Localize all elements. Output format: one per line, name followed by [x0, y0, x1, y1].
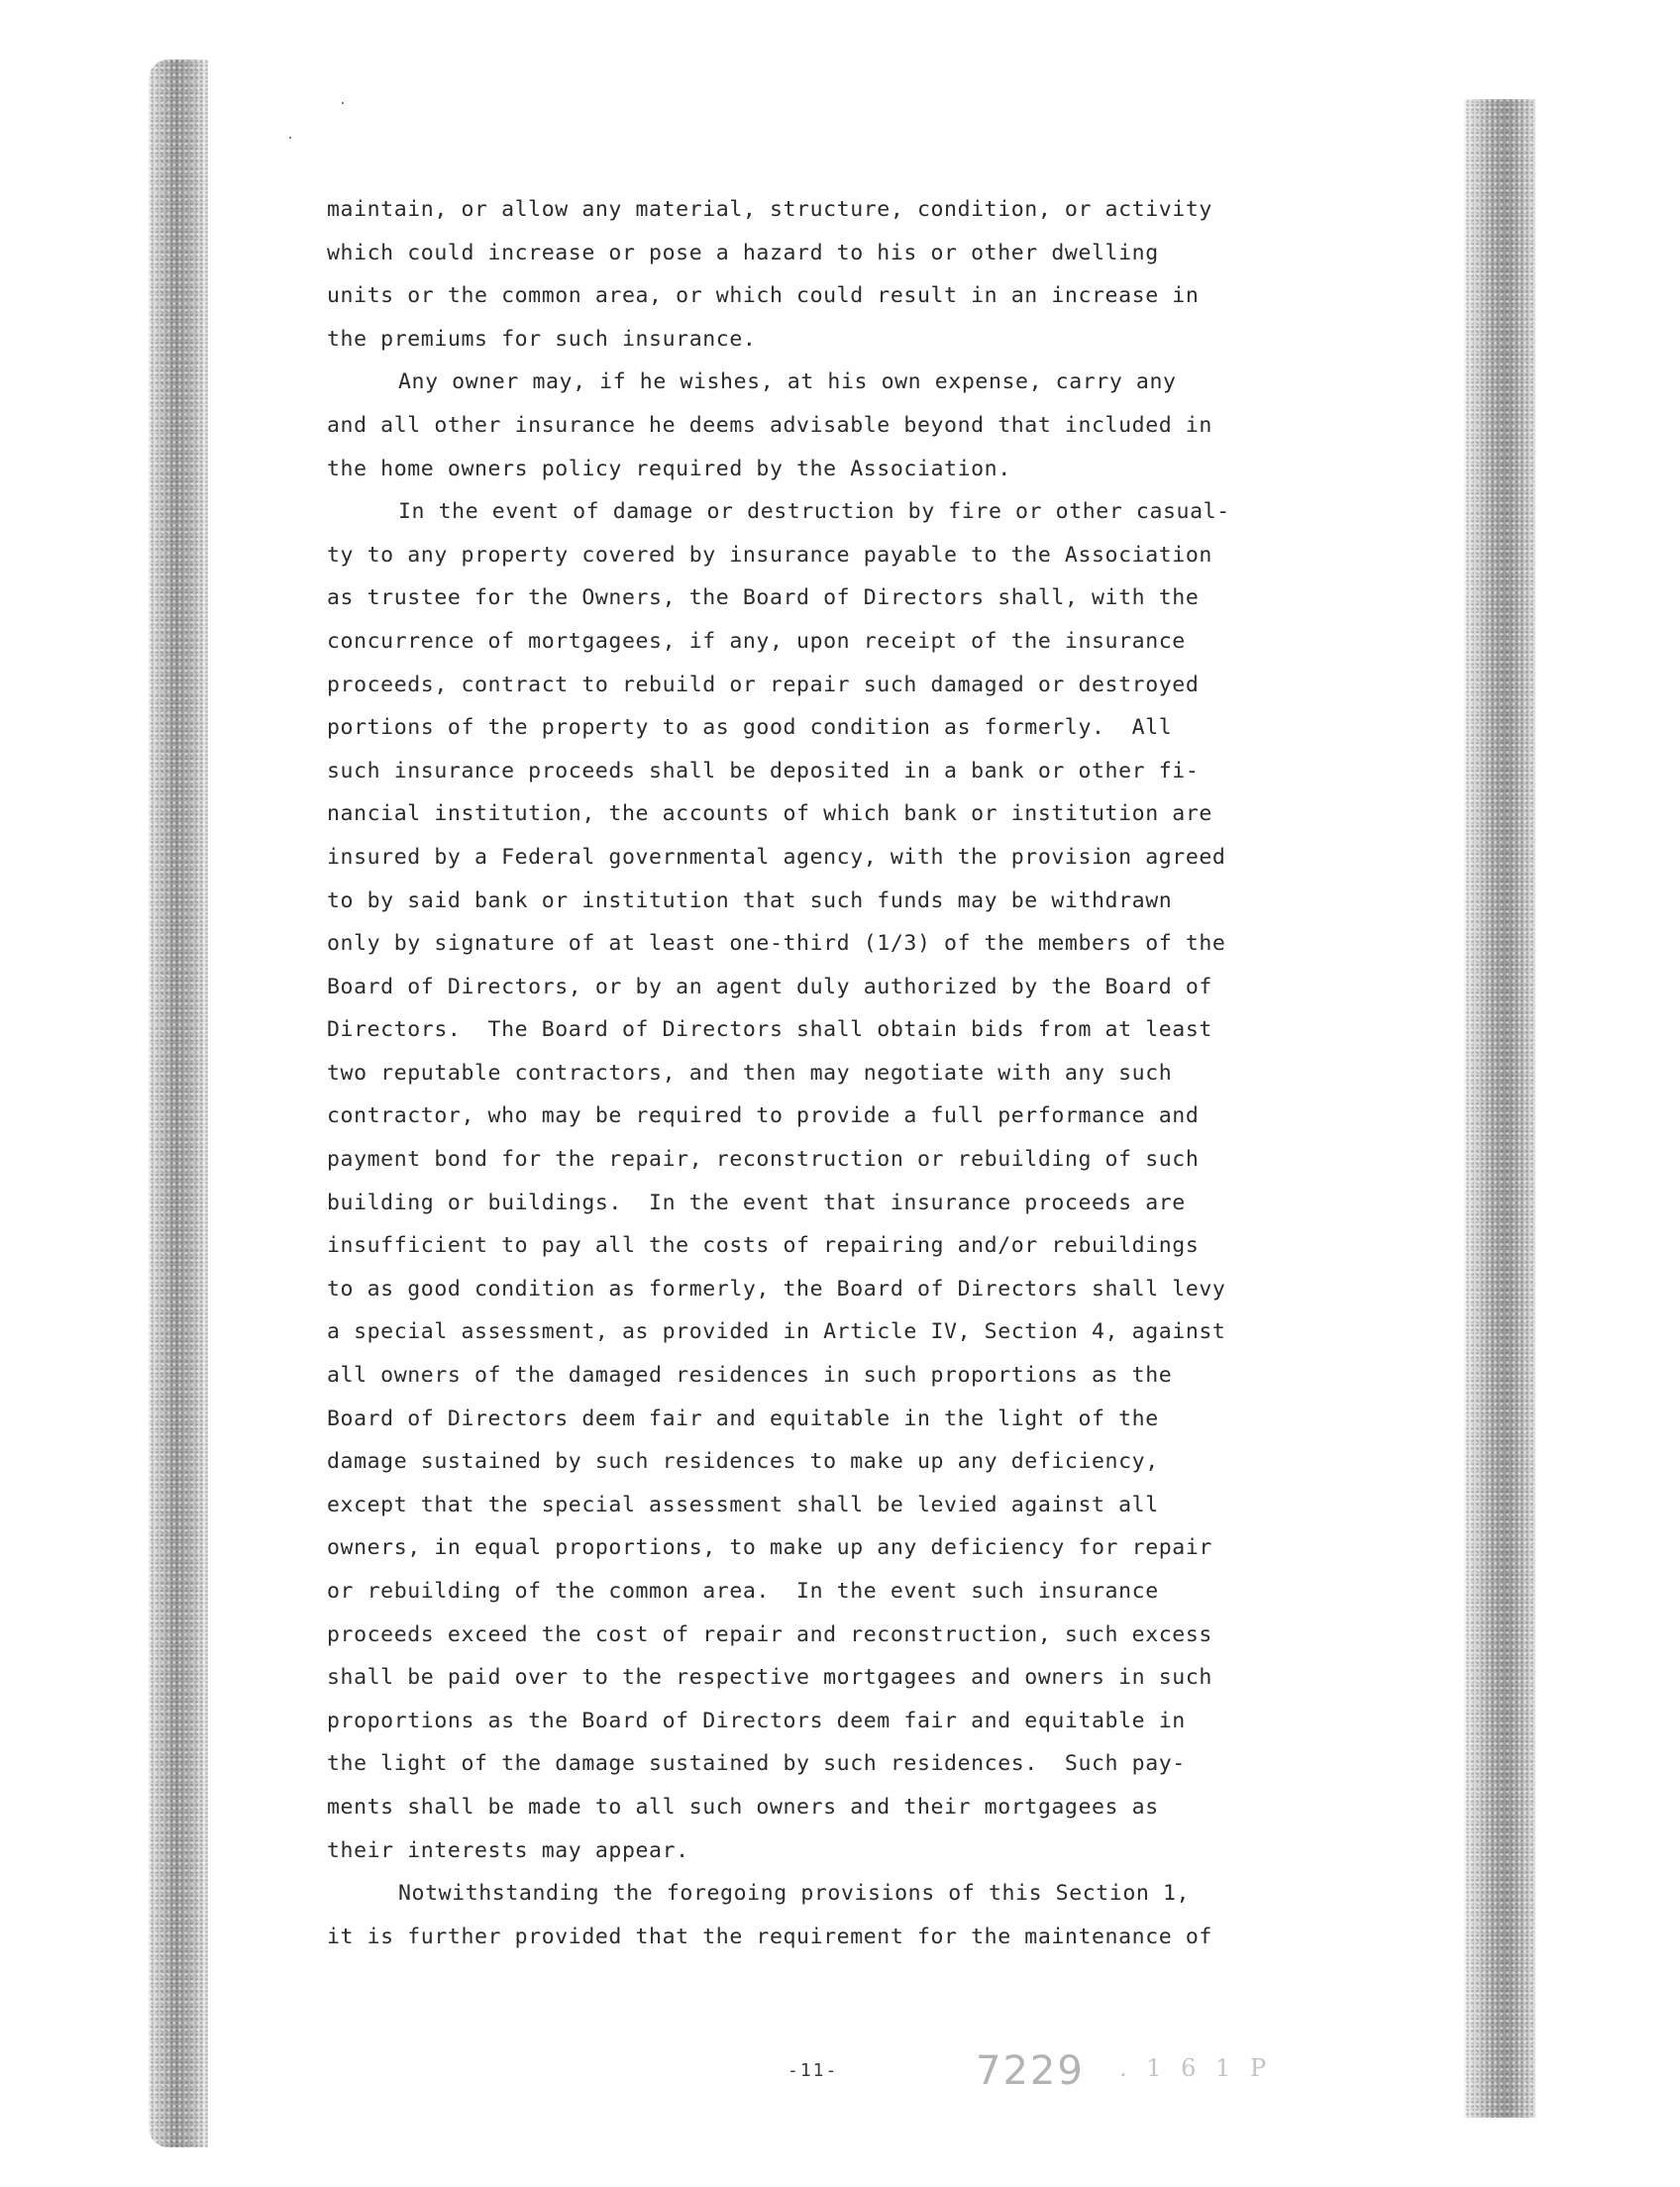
- text-line: which could increase or pose a hazard to his or other dwelling: [327, 240, 1159, 265]
- page-number: -11-: [788, 2060, 839, 2081]
- text-line: Directors. The Board of Directors shall obtain bids from at least: [327, 1017, 1212, 1043]
- text-line: payment bond for the repair, reconstruction or rebuilding of such: [327, 1147, 1200, 1173]
- text-line: units or the common area, or which could result in an increase in: [327, 283, 1200, 309]
- text-line: it is further provided that the requirement for the maintenance of: [327, 1924, 1212, 1949]
- text-line: such insurance proceeds shall be deposited in a bank or other fi-: [327, 758, 1200, 783]
- text-line: the premiums for such insurance.: [327, 326, 757, 352]
- text-line: portions of the property to as good condition as formerly. All: [327, 715, 1173, 741]
- paragraph-start-line: In the event of damage or destruction by fire or other casual-: [398, 499, 1230, 525]
- text-line: insufficient to pay all the costs of repairing and/or rebuildings: [327, 1233, 1200, 1259]
- text-line: to as good condition as formerly, the Board of Directors shall levy: [327, 1276, 1226, 1302]
- text-line: proceeds exceed the cost of repair and reconstruction, such excess: [327, 1621, 1212, 1647]
- text-line: a special assessment, as provided in Article IV, Section 4, against: [327, 1319, 1226, 1345]
- scan-speck: [342, 102, 344, 104]
- recording-stamp-suffix: . 1 6 1 P: [1119, 2054, 1273, 2082]
- text-line: and all other insurance he deems advisable beyond that included in: [327, 412, 1212, 438]
- text-line: insured by a Federal governmental agency, with the provision agreed: [327, 844, 1226, 870]
- text-line: nancial institution, the accounts of which bank or institution are: [327, 801, 1212, 827]
- text-line: concurrence of mortgagees, if any, upon receipt of the insurance: [327, 628, 1186, 654]
- paragraph-start-line: Notwithstanding the foregoing provisions of this Section 1,: [398, 1881, 1191, 1907]
- text-line: the light of the damage sustained by such residences. Such pay-: [327, 1751, 1186, 1777]
- scan-speck: [289, 137, 291, 139]
- text-line: shall be paid over to the respective mortgagees and owners in such: [327, 1665, 1212, 1691]
- document-body: [327, 188, 1357, 1958]
- text-line: proportions as the Board of Directors deem fair and equitable in: [327, 1708, 1186, 1733]
- text-line: proceeds, contract to rebuild or repair such damaged or destroyed: [327, 672, 1200, 697]
- text-line: maintain, or allow any material, structure, condition, or activity: [327, 197, 1212, 222]
- recording-stamp-number: 7229: [976, 2048, 1085, 2094]
- text-line: contractor, who may be required to provide a full performance and: [327, 1103, 1200, 1129]
- text-line: damage sustained by such residences to make up any deficiency,: [327, 1449, 1159, 1475]
- text-line: as trustee for the Owners, the Board of Directors shall, with the: [327, 585, 1200, 611]
- text-line: all owners of the damaged residences in such proportions as the: [327, 1363, 1173, 1389]
- text-line: except that the special assessment shall be levied against all: [327, 1492, 1159, 1517]
- paragraph-start-line: Any owner may, if he wishes, at his own expense, carry any: [398, 369, 1177, 395]
- text-line: their interests may appear.: [327, 1837, 689, 1863]
- text-line: to by said bank or institution that such funds may be withdrawn: [327, 887, 1173, 913]
- text-line: two reputable contractors, and then may negotiate with any such: [327, 1060, 1173, 1086]
- text-line: building or buildings. In the event that insurance proceeds are: [327, 1190, 1186, 1215]
- scan-shadow-right: [1464, 99, 1535, 2118]
- text-line: or rebuilding of the common area. In the event such insurance: [327, 1579, 1159, 1604]
- text-line: ty to any property covered by insurance payable to the Association: [327, 542, 1212, 568]
- text-line: Board of Directors, or by an agent duly authorized by the Board of: [327, 974, 1212, 999]
- text-line: owners, in equal proportions, to make up any deficiency for repair: [327, 1535, 1212, 1561]
- text-line: only by signature of at least one-third (1/3) of the members of the: [327, 931, 1226, 957]
- text-line: ments shall be made to all such owners and their mortgagees as: [327, 1794, 1159, 1820]
- scan-shadow-left: [149, 59, 208, 2147]
- text-line: Board of Directors deem fair and equitable in the light of the: [327, 1406, 1159, 1431]
- text-line: the home owners policy required by the Association.: [327, 456, 1011, 481]
